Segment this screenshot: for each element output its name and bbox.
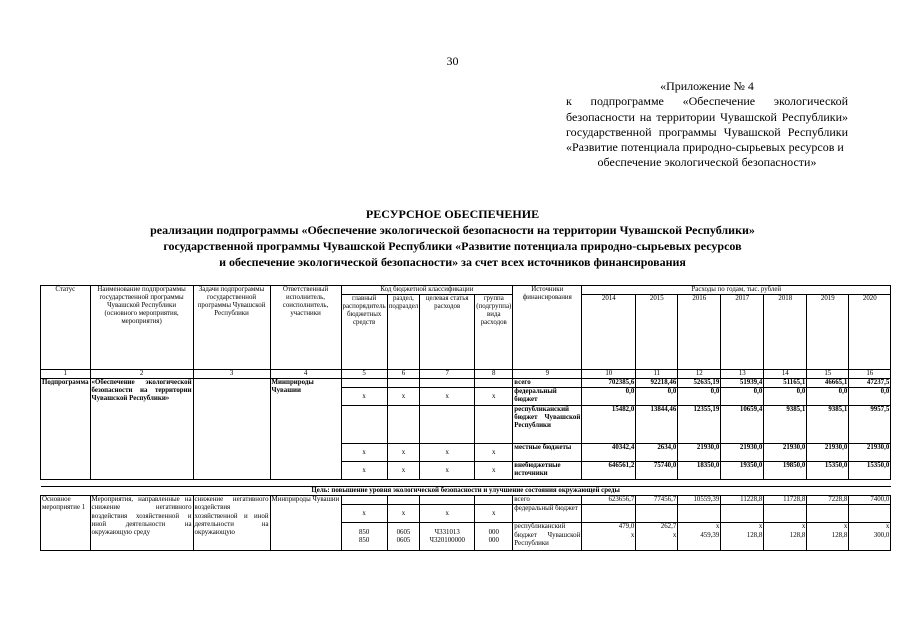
- title-line-2: реализации подпрограммы «Обеспечение экологической безопасности на территории Чувашской Республики»: [150, 223, 755, 237]
- main-event-code-cell: 0605 0605: [387, 523, 420, 551]
- subprogram-code-cell: [387, 379, 420, 388]
- main-event-value-cell: [636, 505, 678, 523]
- subprogram-tasks: [193, 379, 270, 480]
- main-event-tasks: снижение негативного воздействия хозяйственной и иной деятельности на окружающую: [193, 496, 270, 551]
- column-number: 10: [582, 370, 636, 379]
- spacer-row: [41, 480, 891, 487]
- subprogram-value-cell: 40342,4: [582, 444, 636, 462]
- subprogram-value-cell: 9957,5: [849, 406, 891, 444]
- main-event-value-cell: x 128,8: [721, 523, 764, 551]
- main-event-source: республиканский бюджет Чувашской Республики: [513, 523, 582, 551]
- title-main: РЕСУРСНОЕ ОБЕСПЕЧЕНИЕ: [365, 207, 540, 221]
- subprogram-code-cell: [475, 406, 513, 444]
- column-number: 16: [849, 370, 891, 379]
- subprogram-code-cell: x: [387, 388, 420, 406]
- main-event-value-cell: 623656,7: [582, 496, 636, 505]
- column-number: 2: [90, 370, 193, 379]
- header-target-item: целевая статья расходов: [420, 295, 475, 370]
- column-number: 7: [420, 370, 475, 379]
- header-name: Наименование подпрограммы государственной программы Чувашской Республики (основного мероприятия, мероприятия): [90, 286, 193, 370]
- subprogram-value-cell: 9385,1: [764, 406, 807, 444]
- header-section: раздел, подраздел: [387, 295, 420, 370]
- column-number: 12: [678, 370, 721, 379]
- subprogram-code-cell: x: [420, 388, 475, 406]
- subprogram-row: [41, 379, 891, 388]
- document-title: [0, 206, 905, 270]
- subprogram-code-cell: [420, 379, 475, 388]
- subprogram-code-cell: [341, 379, 387, 388]
- header-budget-code: Код бюджетной классификации: [341, 286, 513, 295]
- main-event-code-cell: 850 850: [341, 523, 387, 551]
- subprogram-source: республиканский бюджет Чувашской Республики: [513, 406, 582, 444]
- main-event-value-cell: x 459,39: [678, 523, 721, 551]
- subprogram-value-cell: 2634,0: [636, 444, 678, 462]
- main-event-value-cell: [849, 505, 891, 523]
- header-year: 2015: [636, 295, 678, 370]
- subprogram-code-cell: x: [475, 388, 513, 406]
- column-number: 4: [270, 370, 341, 379]
- goal-row: [41, 487, 891, 496]
- subprogram-source: местные бюджеты: [513, 444, 582, 462]
- main-event-source: всего: [513, 496, 582, 505]
- main-event-value-cell: [582, 505, 636, 523]
- subprogram-code-cell: x: [341, 444, 387, 462]
- main-event-value-cell: [721, 505, 764, 523]
- subprogram-code-cell: [475, 379, 513, 388]
- main-event-code-cell: 000 000: [475, 523, 513, 551]
- column-numbers-row: [41, 370, 891, 379]
- subprogram-value-cell: 75740,0: [636, 462, 678, 480]
- header-status: Статус: [41, 286, 91, 370]
- main-event-row: [41, 496, 891, 505]
- main-event-value-cell: 77456,7: [636, 496, 678, 505]
- main-event-value-cell: 262,7 x: [636, 523, 678, 551]
- main-event-name: Мероприятия, направленные на снижение негативного воздействия хозяйственной и иной деятельности на окружающую среду: [90, 496, 193, 551]
- main-event-value-cell: [764, 505, 807, 523]
- subprogram-value-cell: 51939,4: [721, 379, 764, 388]
- subprogram-name: «Обеспечение экологической безопасности на территории Чувашской Республики»: [90, 379, 193, 480]
- subprogram-value-cell: 0,0: [582, 388, 636, 406]
- main-event-code-cell: x: [475, 505, 513, 523]
- header-year: 2016: [678, 295, 721, 370]
- subprogram-value-cell: 46665,1: [807, 379, 849, 388]
- main-event-responsible: Минприроды Чувашии: [270, 496, 341, 551]
- main-event-value-cell: 7400,0: [849, 496, 891, 505]
- main-event-code-cell: [387, 496, 420, 505]
- subprogram-value-cell: 51165,1: [764, 379, 807, 388]
- column-number: 5: [341, 370, 387, 379]
- main-event-value-cell: x 128,8: [764, 523, 807, 551]
- subprogram-value-cell: 52635,19: [678, 379, 721, 388]
- main-event-code-cell: x: [341, 505, 387, 523]
- subprogram-responsible: Минприроды Чувашии: [270, 379, 341, 480]
- subprogram-value-cell: 10659,4: [721, 406, 764, 444]
- subprogram-code-cell: x: [420, 462, 475, 480]
- header-year: 2020: [849, 295, 891, 370]
- appendix-title: «Приложение № 4: [660, 79, 754, 93]
- main-event-value-cell: 10559,39: [678, 496, 721, 505]
- subprogram-value-cell: 47237,5: [849, 379, 891, 388]
- subprogram-value-cell: 702385,6: [582, 379, 636, 388]
- subprogram-source: всего: [513, 379, 582, 388]
- main-event-value-cell: 479,0 x: [582, 523, 636, 551]
- main-event-value-cell: 7228,8: [807, 496, 849, 505]
- subprogram-value-cell: 13844,46: [636, 406, 678, 444]
- subprogram-code-cell: [420, 406, 475, 444]
- subprogram-value-cell: 21930,0: [678, 444, 721, 462]
- subprogram-value-cell: 12355,19: [678, 406, 721, 444]
- subprogram-value-cell: 0,0: [764, 388, 807, 406]
- subprogram-code-cell: x: [341, 462, 387, 480]
- column-number: 11: [636, 370, 678, 379]
- subprogram-value-cell: 0,0: [807, 388, 849, 406]
- subprogram-value-cell: 21930,0: [721, 444, 764, 462]
- header-expenses: Расходы по годам, тыс. рублей: [582, 286, 891, 295]
- appendix-last-line: обеспечение экологической безопасности»: [597, 155, 817, 170]
- subprogram-code-cell: [341, 406, 387, 444]
- main-event-value-cell: [678, 505, 721, 523]
- subprogram-value-cell: 19850,0: [764, 462, 807, 480]
- subprogram-value-cell: 15350,0: [849, 462, 891, 480]
- subprogram-value-cell: 15482,0: [582, 406, 636, 444]
- subprogram-source: федеральный бюджет: [513, 388, 582, 406]
- subprogram-code-cell: x: [475, 444, 513, 462]
- header-expense-group: группа (подгруппа) вида расходов: [475, 295, 513, 370]
- subprogram-value-cell: 646561,2: [582, 462, 636, 480]
- column-number: 9: [513, 370, 582, 379]
- spacer-cell: [41, 480, 891, 487]
- subprogram-value-cell: 15350,0: [807, 462, 849, 480]
- goal-text: Цель: повышение уровня экологической безопасности и улучшение состояния окружающей среды: [311, 487, 620, 495]
- main-event-code-cell: [341, 496, 387, 505]
- subprogram-value-cell: 0,0: [636, 388, 678, 406]
- column-number: 13: [721, 370, 764, 379]
- header-responsible: Ответственный исполнитель, соисполнитель, участники: [270, 286, 341, 370]
- header-year: 2019: [807, 295, 849, 370]
- header-tasks: Задачи подпрограммы государственной программы Чувашской Республики: [193, 286, 270, 370]
- subprogram-code-cell: x: [387, 462, 420, 480]
- header-row-1: [41, 286, 891, 295]
- main-event-value-cell: 11728,8: [764, 496, 807, 505]
- subprogram-source: внебюджетные источники: [513, 462, 582, 480]
- page-number: 30: [446, 54, 459, 68]
- column-number: 6: [387, 370, 420, 379]
- header-year: 2014: [582, 295, 636, 370]
- main-event-value-cell: 11228,8: [721, 496, 764, 505]
- subprogram-value-cell: 21930,0: [764, 444, 807, 462]
- main-event-value-cell: x 300,0: [849, 523, 891, 551]
- subprogram-value-cell: 0,0: [721, 388, 764, 406]
- subprogram-value-cell: 9385,1: [807, 406, 849, 444]
- subprogram-value-cell: 19350,0: [721, 462, 764, 480]
- column-number: 14: [764, 370, 807, 379]
- subprogram-value-cell: 18350,0: [678, 462, 721, 480]
- main-event-source: федеральный бюджет: [513, 505, 582, 523]
- main-event-code-cell: [475, 496, 513, 505]
- subprogram-code-cell: x: [420, 444, 475, 462]
- title-line-3: государственной программы Чувашской Республики «Развитие потенциала природно-сырьевых ресурсов: [163, 239, 742, 253]
- header-sources: Источники финансирования: [513, 286, 582, 370]
- subprogram-value-cell: 21930,0: [807, 444, 849, 462]
- subprogram-code-cell: x: [475, 462, 513, 480]
- subprogram-status: Подпрограмма: [41, 379, 91, 480]
- resource-table: [40, 285, 891, 551]
- header-main-manager: главный распорядитель бюджетных средств: [341, 295, 387, 370]
- column-number: 8: [475, 370, 513, 379]
- main-event-value-cell: [807, 505, 849, 523]
- main-event-code-cell: x: [420, 505, 475, 523]
- subprogram-value-cell: 21930,0: [849, 444, 891, 462]
- subprogram-value-cell: 92218,46: [636, 379, 678, 388]
- title-line-4: и обеспечение экологической безопасности» за счет всех источников финансирования: [219, 255, 686, 269]
- column-number: 15: [807, 370, 849, 379]
- column-number: 3: [193, 370, 270, 379]
- main-event-status: Основное мероприятие 1: [41, 496, 91, 551]
- column-number: 1: [41, 370, 91, 379]
- appendix-block: [566, 79, 848, 171]
- subprogram-code-cell: [387, 406, 420, 444]
- subprogram-value-cell: 0,0: [849, 388, 891, 406]
- main-event-code-cell: Ч331013 Ч320100000: [420, 523, 475, 551]
- header-year: 2017: [721, 295, 764, 370]
- header-year: 2018: [764, 295, 807, 370]
- subprogram-code-cell: x: [387, 444, 420, 462]
- subprogram-code-cell: x: [341, 388, 387, 406]
- main-event-value-cell: x 128,8: [807, 523, 849, 551]
- appendix-text: к подпрограмме «Обеспечение экологической безопасности на территории Чувашской Республики» государственной программы Чувашской Республики «Развитие потенциала природно-сырьевых ресурсов и: [566, 94, 848, 155]
- subprogram-value-cell: 0,0: [678, 388, 721, 406]
- main-event-code-cell: x: [387, 505, 420, 523]
- main-event-code-cell: [420, 496, 475, 505]
